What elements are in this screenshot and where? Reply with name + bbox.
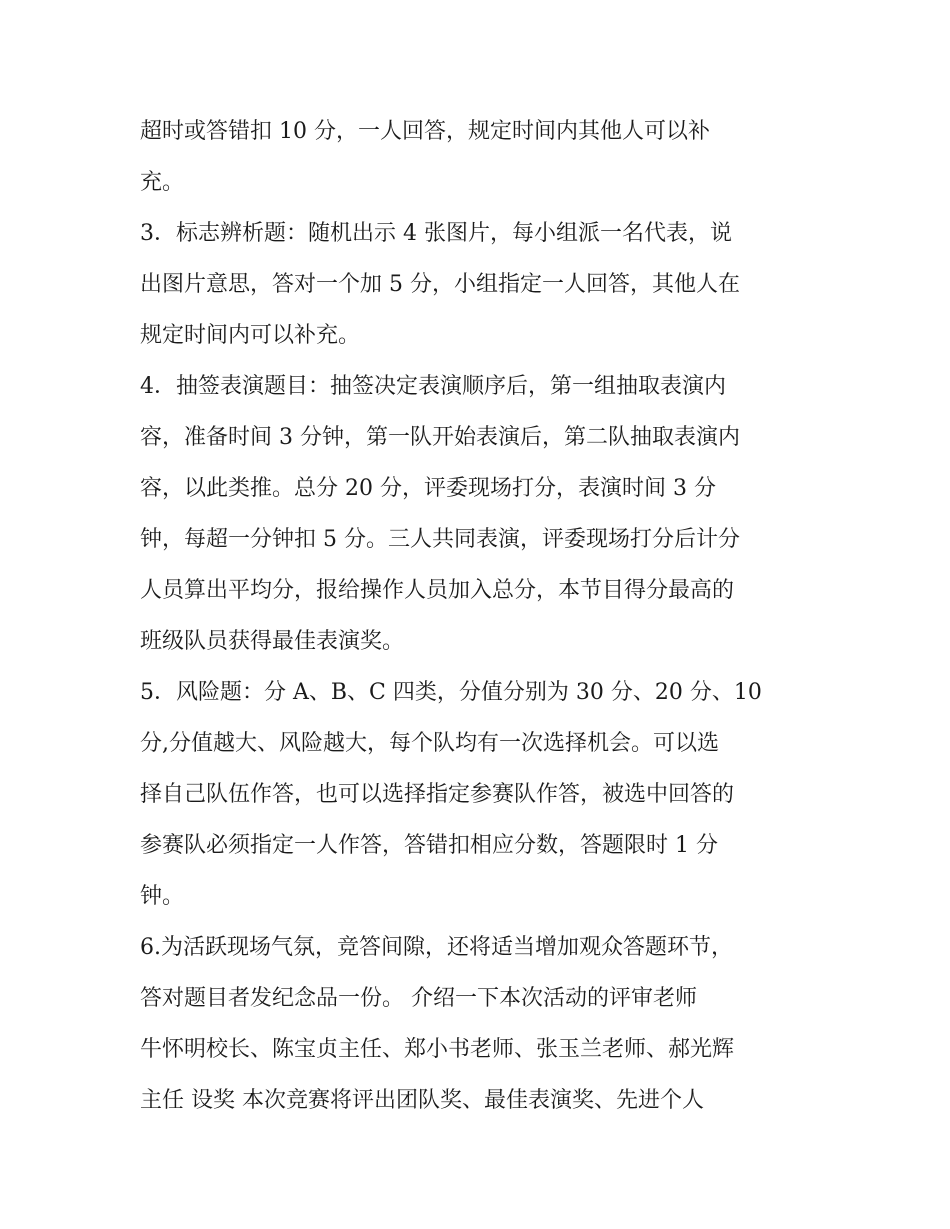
text-line: 规定时间内可以补充。 xyxy=(140,323,361,348)
text-line: 人员算出平均分，报给操作人员加入总分，本节目得分最高的 xyxy=(140,578,735,603)
text-line: 5．风险题：分 A、B、C 四类，分值分别为 30 分、20 分、10 xyxy=(140,680,762,705)
text-line: 钟，每超一分钟扣 5 分。三人共同表演，评委现场打分后计分 xyxy=(140,527,740,552)
text-line: 3．标志辨析题：随机出示 4 张图片，每小组派一名代表，说 xyxy=(140,221,732,246)
text-line: 容，以此类推。总分 20 分，评委现场打分，表演时间 3 分 xyxy=(140,476,716,501)
text-line: 主任 设奖 本次竞赛将评出团队奖、最佳表演奖、先进个人 xyxy=(140,1088,704,1113)
text-line: 超时或答错扣 10 分，一人回答，规定时间内其他人可以补 xyxy=(140,119,710,144)
text-line: 4．抽签表演题目：抽签决定表演顺序后，第一组抽取表演内 xyxy=(140,374,726,399)
text-line: 出图片意思，答对一个加 5 分，小组指定一人回答，其他人在 xyxy=(140,272,740,297)
body-text xyxy=(140,106,830,1126)
text-line: 班级队员获得最佳表演奖。 xyxy=(140,629,405,654)
text-line: 6.为活跃现场气氛，竞答间隙，还将适当增加观众答题环节， xyxy=(140,935,733,960)
text-line: 牛怀明校长、陈宝贞主任、郑小书老师、张玉兰老师、郝光辉 xyxy=(140,1037,735,1062)
text-line: 参赛队必须指定一人作答，答错扣相应分数，答题限时 1 分 xyxy=(140,833,718,858)
text-line: 分,分值越大、风险越大，每个队均有一次选择机会。可以选 xyxy=(140,731,719,756)
text-line: 充。 xyxy=(140,170,185,195)
text-line: 答对题目者发纪念品一份。 介绍一下本次活动的评审老师 xyxy=(140,986,697,1011)
text-line: 择自己队伍作答，也可以选择指定参赛队作答，被选中回答的 xyxy=(140,782,735,807)
text-line: 钟。 xyxy=(140,884,185,909)
text-line: 容，准备时间 3 分钟，第一队开始表演后，第二队抽取表演内 xyxy=(140,425,740,450)
